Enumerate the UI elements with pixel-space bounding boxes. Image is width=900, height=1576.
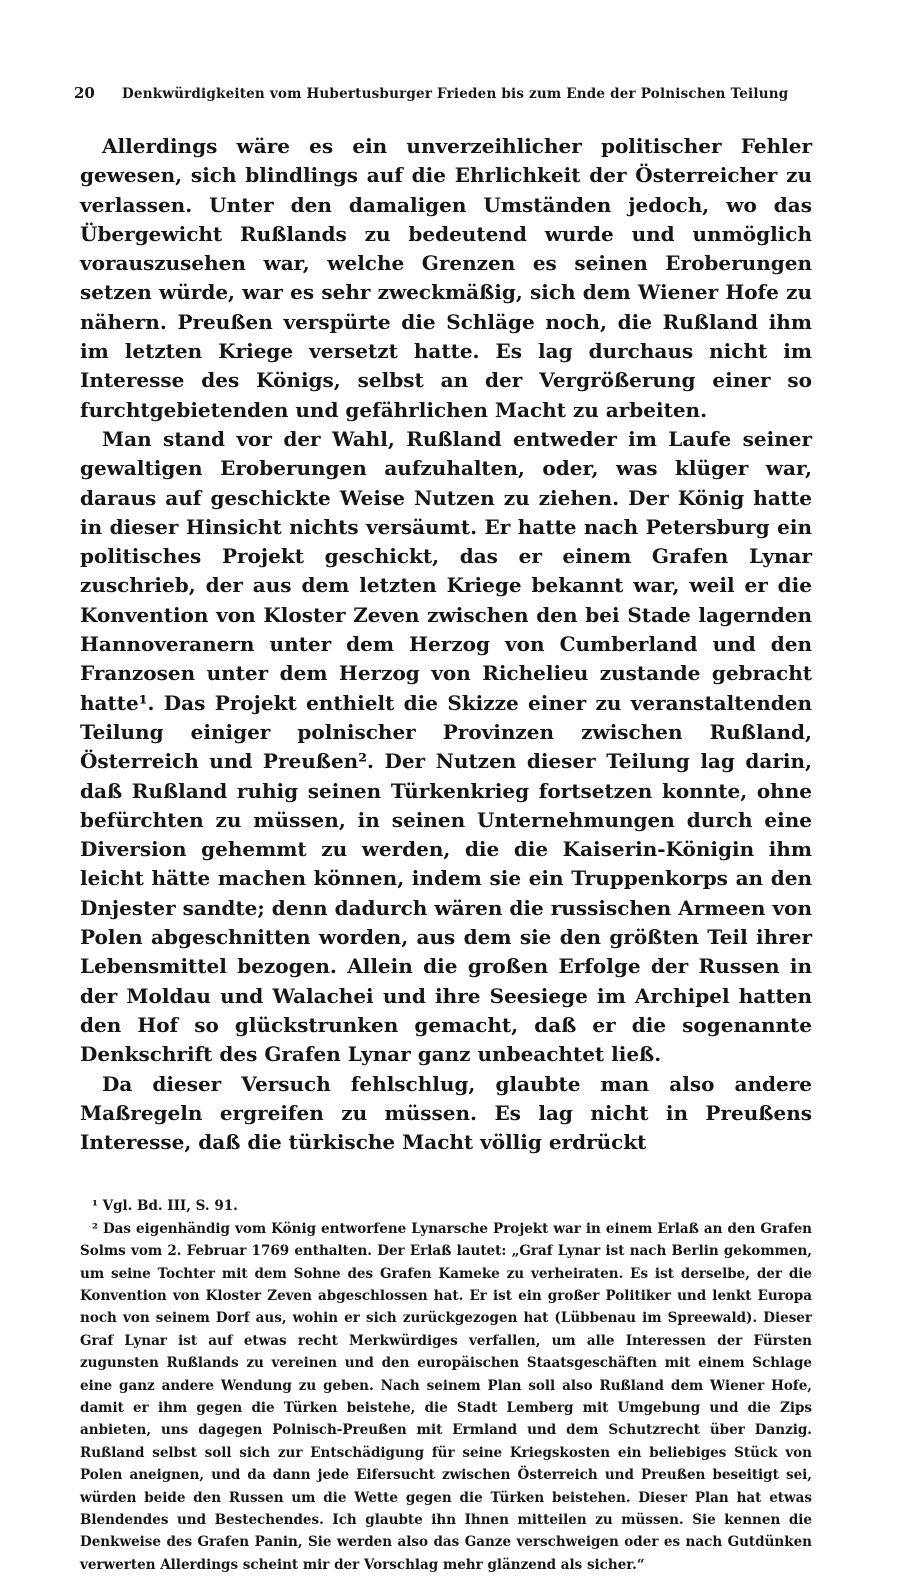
footnote: ¹ Vgl. Bd. III, S. 91. bbox=[92, 1198, 238, 1215]
running-head bbox=[74, 84, 812, 114]
page-number: 20 bbox=[74, 84, 95, 102]
paragraph: Man stand vor der Wahl, Rußland entweder im Laufe seiner gewaltigen Eroberungen aufzuhalten, oder, was klüger war, daraus auf geschickte Weise Nutzen zu ziehen. Der König hatte in dieser Hinsicht nichts versäumt. Er hatte nach Petersburg ein politisches Projekt geschickt, das er einem Grafen Lynar zuschrieb, der aus dem letzten Kriege bekannt war, weil er die Konvention von Kloster Zeven zwischen den bei Stade lagernden Hannoveranern unter dem Herzog von Cumberland und den Franzosen unter dem Herzog von Richelieu zustande gebracht hatte¹. Das Projekt enthielt die Skizze einer zu veranstaltenden Teilung einiger polnischer Provinzen zwischen Rußland, Österreich und Preußen². Der Nutzen dieser Teilung lag darin, daß Rußland ruhig seinen Türkenkrieg fortsetzen konnte, ohne befürchten zu müssen, in seinen Unternehmungen durch eine Diversion gehemmt zu werden, die die Kaiserin-Königin ihm leicht hätte machen können, indem sie ein Truppenkorps an den Dnjester sandte; denn dadurch wären die russischen Armeen von Polen abgeschnitten worden, aus dem sie den größten Teil ihrer Lebensmittel bezogen. Allein die großen Erfolge der Russen in der Moldau und Walachei und ihre Seesiege im Archipel hatten den Hof so glückstrunken gemacht, daß er die sogenannte Denkschrift des Grafen Lynar ganz unbeachtet ließ. bbox=[80, 426, 812, 1067]
book-page bbox=[74, 84, 812, 1576]
paragraph: Allerdings wäre es ein unverzeihlicher politischer Fehler gewesen, sich blindlings auf die Ehrlichkeit der Österreicher zu verlassen. Unter den damaligen Umständen jedoch, wo das Übergewicht Rußlands zu bedeutend wurde und unmöglich vorauszusehen war, welche Grenzen es seinen Eroberungen setzen würde, war es sehr zweckmäßig, sich dem Wiener Hofe zu nähern. Preußen verspürte die Schläge noch, die Rußland ihm im letzten Kriege versetzt hatte. Es lag durchaus nicht im Interesse des Königs, selbst an der Vergrößerung einer so furchtgebietenden und gefährlichen Macht zu arbeiten. bbox=[80, 134, 812, 422]
footnotes bbox=[80, 1195, 812, 1576]
body-text bbox=[80, 132, 812, 1157]
footnote: ² Das eigenhändig vom König entworfene Lynarsche Projekt war in einem Erlaß an den Grafen Solms vom 2. Februar 1769 enthalten. Der Erlaß lautet: „Graf Lynar ist nach Berlin gekommen, um seine Tochter mit dem Sohne des Grafen Kameke zu verheiraten. Es ist derselbe, der die Konvention von Kloster Zeven abgeschlossen hat. Er ist ein großer Politiker und lenkt Europa noch von seinem Dorf aus, wohin er sich zurückgezogen hat (Lübbenau im Spreewald). Dieser Graf Lynar ist auf etwas recht Merkwürdiges verfallen, um alle Interessen der Fürsten zugunsten Rußlands zu vereinen und den europäischen Staatsgeschäften mit einem Schlage eine ganz andere Wendung zu geben. Nach seinem Plan soll also Rußland dem Wiener Hofe, damit er ihm gegen die Türken beistehe, die Stadt Lemberg mit Umgebung und die Zips anbieten, uns dagegen Polnisch-Preußen mit Ermland und dem Schutzrecht über Danzig. Rußland selbst soll sich zur Entschädigung für seine Kriegskosten ein beliebiges Stück von Polen aneignen, und da dann jede Eifersucht zwischen Österreich und Preußen beseitigt sei, würden beide den Russen um die Wette gegen die Türken beistehen. Dieser Plan hat etwas Blendendes und Bestechendes. Ich glaubte ihn Ihnen mitteilen zu müssen. Sie kennen die Denkweise des Grafen Panin, Sie werden also das Ganze verschweigen oder es nach Gutdünken verwerten Allerdings scheint mir der Vorschlag mehr glänzend als sicher.“ bbox=[80, 1220, 812, 1573]
running-title: Denkwürdigkeiten vom Hubertusburger Frieden bis zum Ende der Polnischen Teilung bbox=[122, 86, 789, 102]
paragraph: Da dieser Versuch fehlschlug, glaubte man also andere Maßregeln ergreifen zu müssen. Es lag nicht in Preußens Interesse, daß die türkische Macht völlig erdrückt bbox=[80, 1071, 812, 1155]
